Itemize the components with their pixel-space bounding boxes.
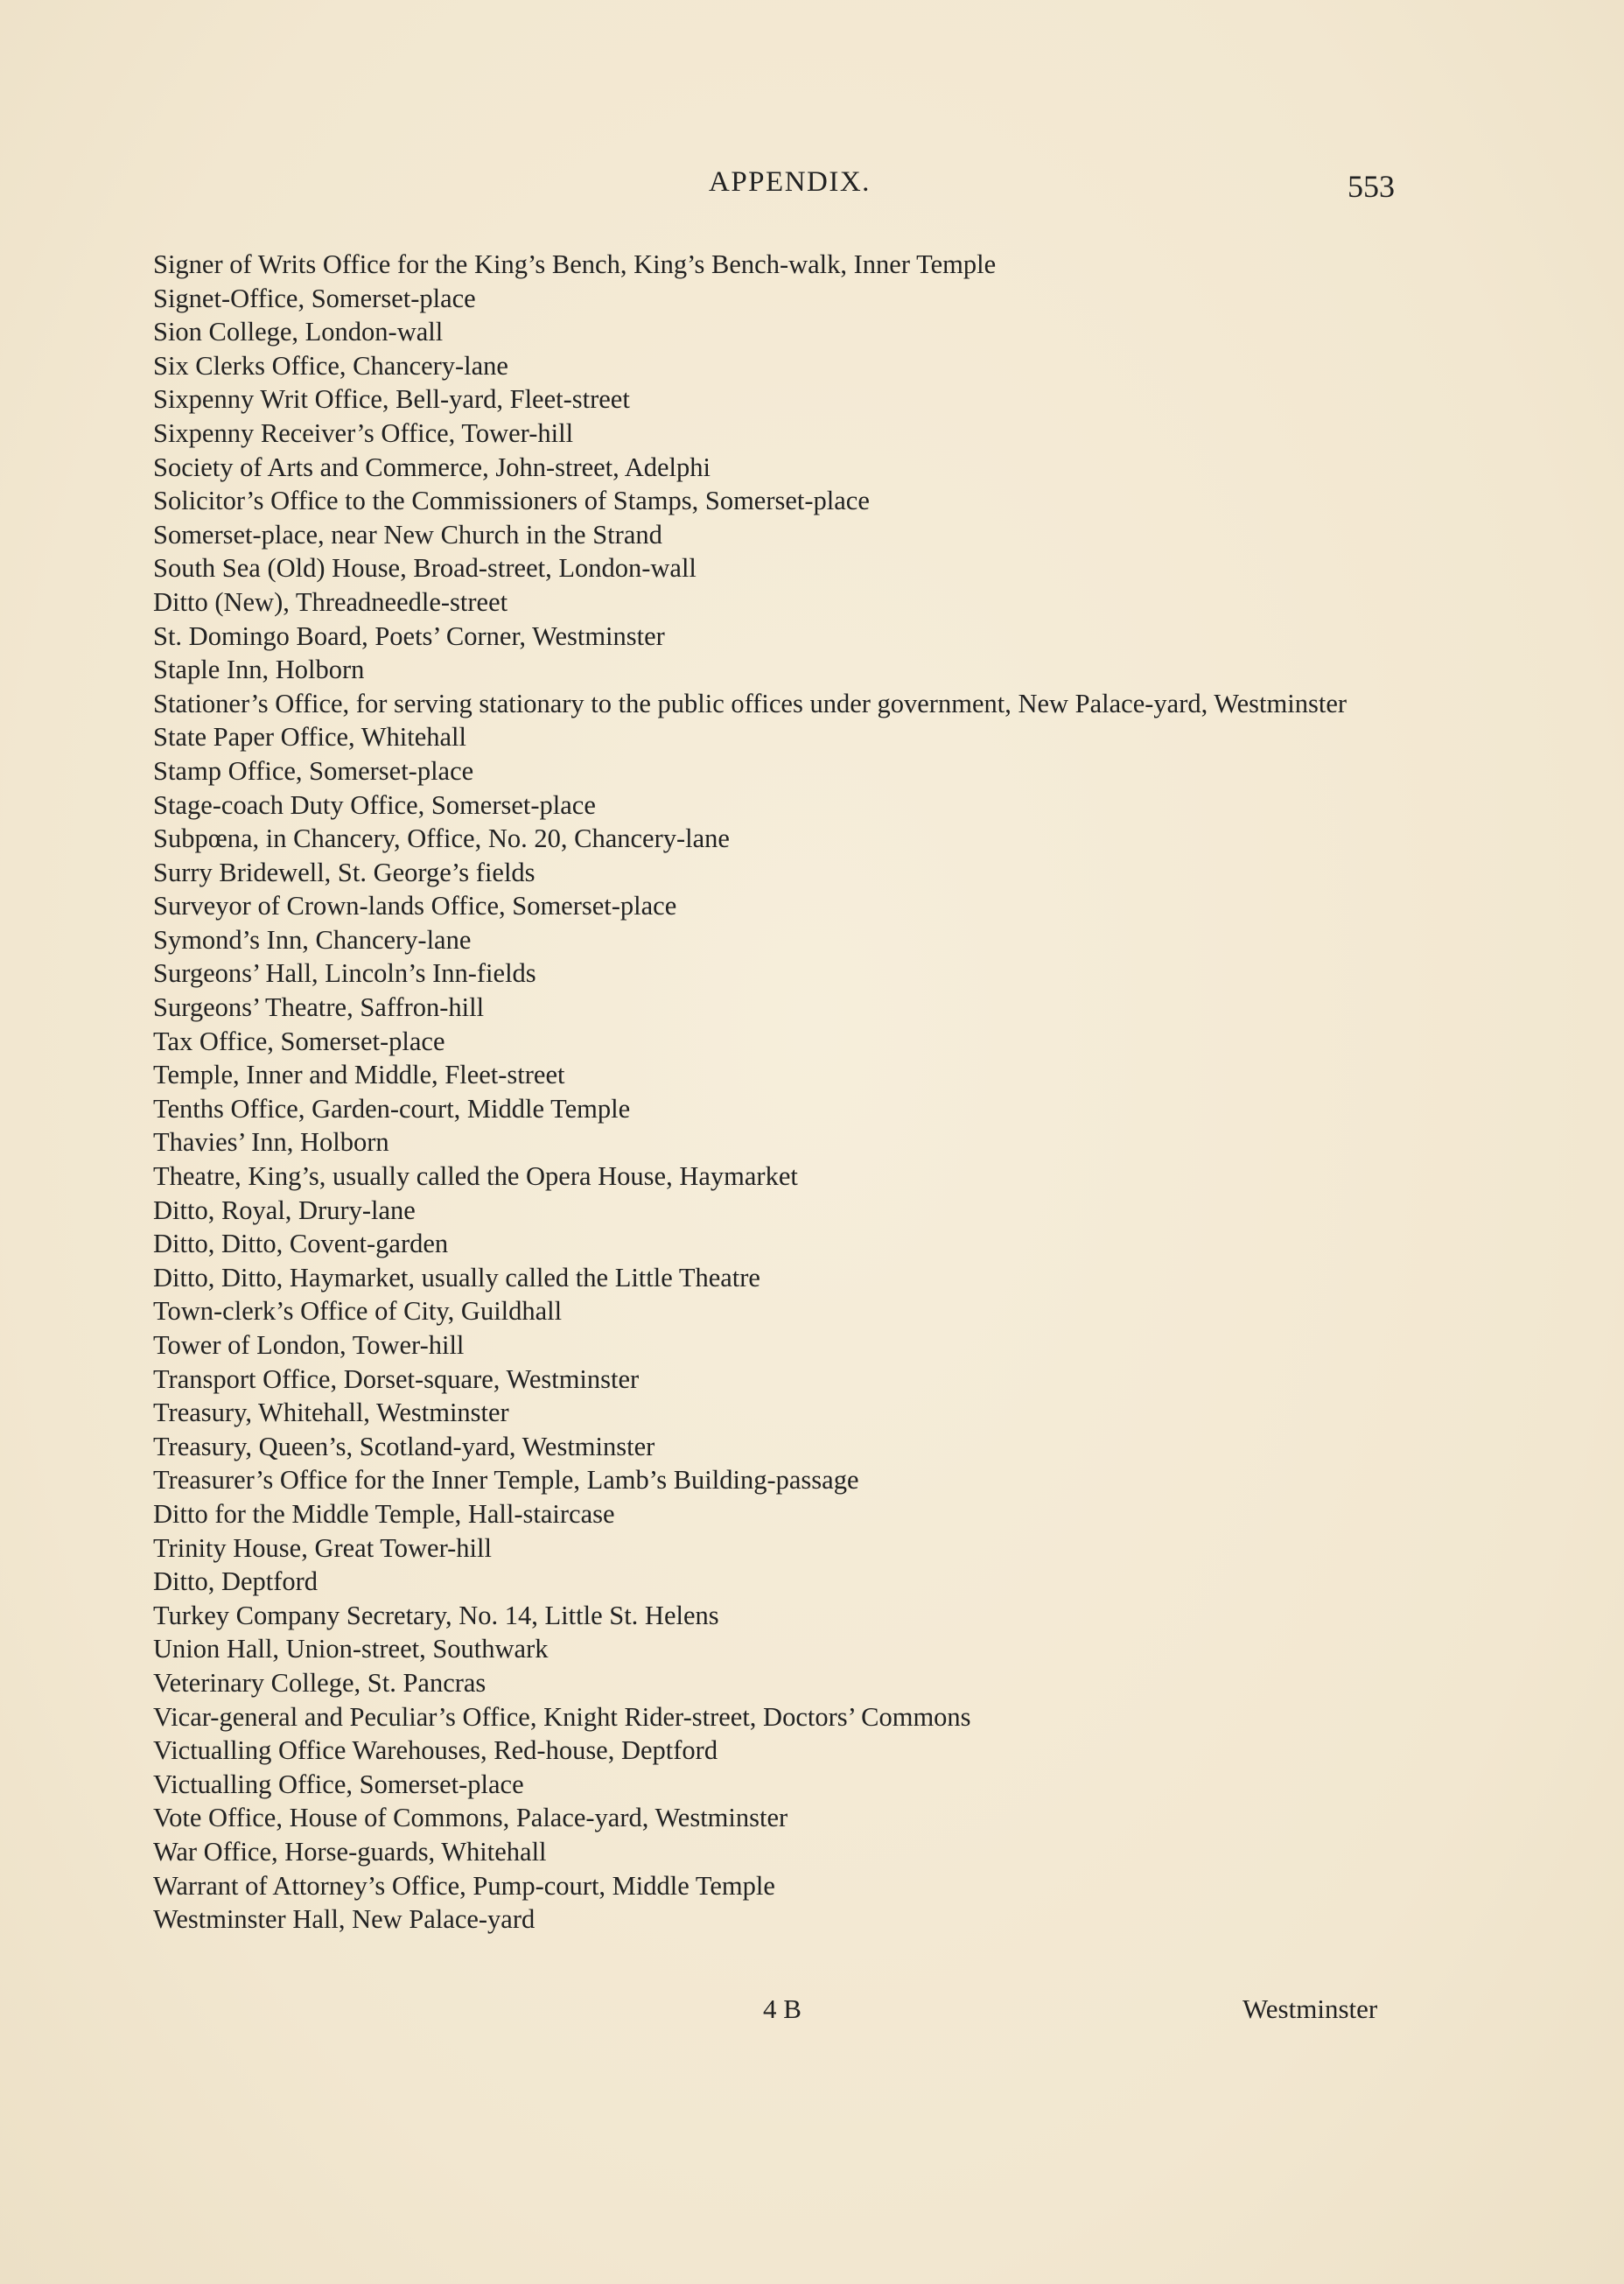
list-item: Tenths Office, Garden-court, Middle Temple [153, 1093, 631, 1124]
list-item: Somerset-place, near New Church in the Strand [153, 519, 662, 550]
list-item: Symond’s Inn, Chancery-lane [153, 924, 472, 955]
page-footer [0, 1993, 1624, 2037]
list-item: State Paper Office, Whitehall [153, 722, 466, 753]
list-item: Signet-Office, Somerset-place [153, 283, 476, 313]
list-item: Westminster Hall, New Palace-yard [153, 1904, 536, 1935]
list-item: War Office, Horse-guards, Whitehall [153, 1836, 547, 1867]
list-item: Solicitor’s Office to the Commissioners of Stamps, Somerset-place [153, 486, 870, 516]
list-item: Treasury, Whitehall, Westminster [153, 1398, 509, 1428]
list-item: Six Clerks Office, Chancery-lane [153, 350, 508, 381]
list-item: Temple, Inner and Middle, Fleet-street [153, 1060, 565, 1090]
list-item: Union Hall, Union-street, Southwark [153, 1634, 549, 1664]
list-item: Surry Bridewell, St. George’s fields [153, 857, 536, 887]
list-item: Surgeons’ Hall, Lincoln’s Inn-fields [153, 958, 536, 989]
signature-mark: 4 B [763, 1993, 802, 2024]
list-item: Ditto (New), Threadneedle-street [153, 586, 508, 617]
list-item: Victualling Office Warehouses, Red-house, Deptford [153, 1735, 718, 1766]
page-title: APPENDIX. [709, 166, 871, 198]
list-item: Stage-coach Duty Office, Somerset-place [153, 789, 596, 820]
page-number: 553 [1348, 169, 1395, 204]
list-item: Signer of Writs Office for the King’s Bench, King’s Bench-walk, Inner Temple [153, 249, 997, 279]
list-item: Theatre, King’s, usually called the Opera House, Haymarket [153, 1161, 798, 1192]
list-item: Turkey Company Secretary, No. 14, Little St. Helens [153, 1600, 719, 1630]
list-item: Trinity House, Great Tower-hill [153, 1532, 492, 1563]
list-item: Ditto, Royal, Drury-lane [153, 1195, 416, 1225]
list-item: Sixpenny Receiver’s Office, Tower-hill [153, 417, 574, 448]
list-item: Tax Office, Somerset-place [153, 1026, 445, 1056]
list-item: Ditto, Deptford [153, 1566, 318, 1597]
list-item: Society of Arts and Commerce, John-street, Adelphi [153, 452, 710, 482]
list-item: Town-clerk’s Office of City, Guildhall [153, 1296, 563, 1327]
list-item: Surveyor of Crown-lands Office, Somerset-place [153, 891, 677, 921]
list-item: Stamp Office, Somerset-place [153, 755, 474, 786]
list-item: Thavies’ Inn, Holborn [153, 1127, 389, 1158]
list-item: Veterinary College, St. Pancras [153, 1667, 486, 1698]
directory-list [153, 248, 1431, 1937]
list-item: Ditto for the Middle Temple, Hall-staircase [153, 1498, 615, 1529]
list-item: Vicar-general and Peculiar’s Office, Knight Rider-street, Doctors’ Commons [153, 1701, 971, 1732]
list-item: Treasurer’s Office for the Inner Temple, Lamb’s Building-passage [153, 1465, 859, 1496]
list-item: Vote Office, House of Commons, Palace-yard, Westminster [153, 1803, 788, 1833]
list-item: St. Domingo Board, Poets’ Corner, Westminster [153, 620, 665, 651]
list-item: Ditto, Ditto, Covent-garden [153, 1229, 449, 1259]
running-head [0, 166, 1624, 210]
list-item: Warrant of Attorney’s Office, Pump-court, Middle Temple [153, 1870, 775, 1901]
list-item: Surgeons’ Theatre, Saffron-hill [153, 992, 485, 1023]
list-item: Tower of London, Tower-hill [153, 1330, 465, 1360]
list-item: Sixpenny Writ Office, Bell-yard, Fleet-street [153, 384, 630, 415]
list-item: Staple Inn, Holborn [153, 655, 365, 685]
list-item: South Sea (Old) House, Broad-street, London-wall [153, 553, 696, 584]
list-item: Transport Office, Dorset-square, Westminster [153, 1363, 640, 1394]
catchword: Westminster [1242, 1993, 1378, 2024]
list-item: Ditto, Ditto, Haymarket, usually called the Little Theatre [153, 1262, 760, 1293]
list-item: Treasury, Queen’s, Scotland-yard, Westminster [153, 1431, 655, 1461]
list-item: Sion College, London-wall [153, 317, 444, 347]
list-item: Victualling Office, Somerset-place [153, 1769, 524, 1799]
list-item: Stationer’s Office, for serving stationary to the public offices under government, New Palace-yard, Westminster [153, 688, 1348, 718]
list-item: Subpœna, in Chancery, Office, No. 20, Chancery-lane [153, 823, 730, 854]
